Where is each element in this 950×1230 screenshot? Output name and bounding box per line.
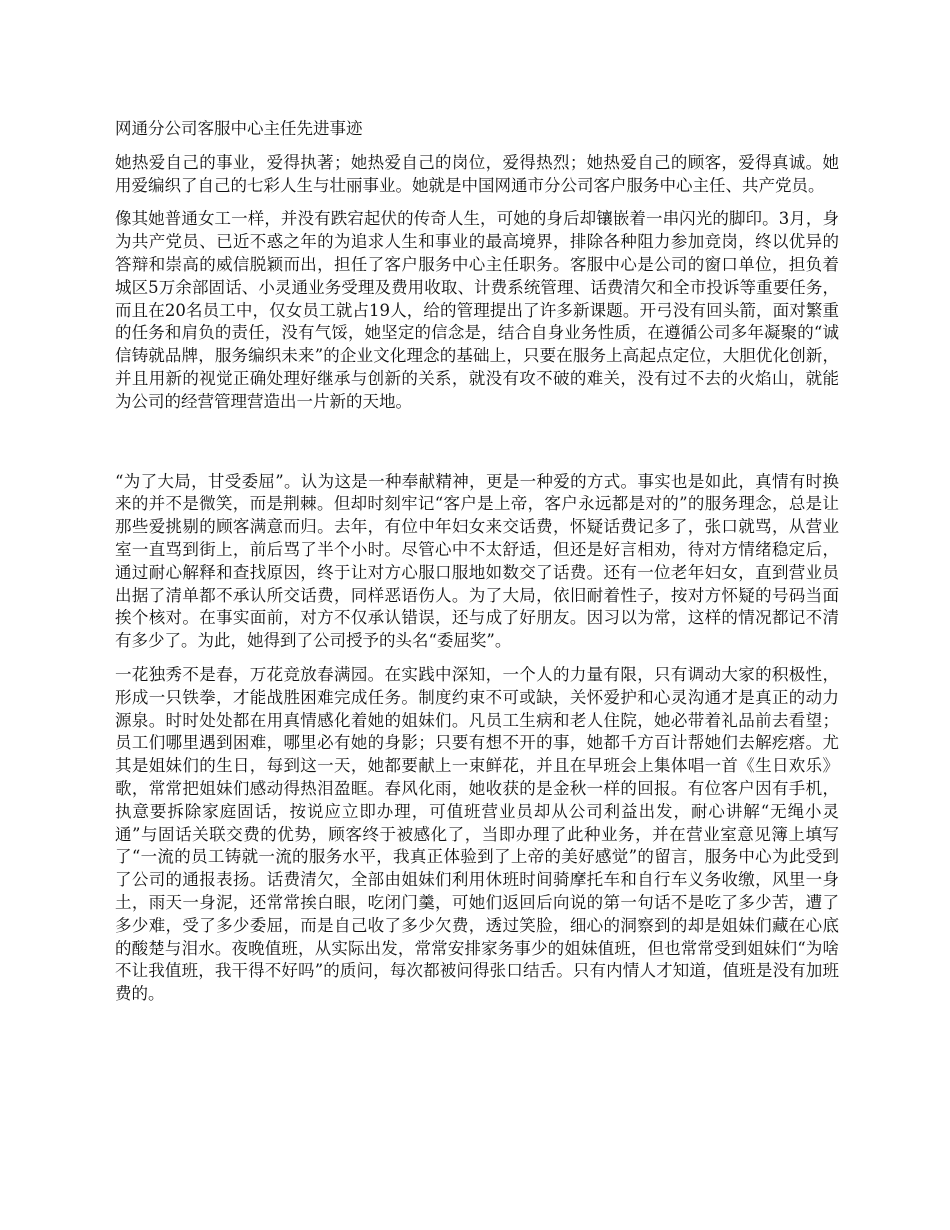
paragraph-teamwork: 一花独秀不是春，万花竞放春满园。在实践中深知，一个人的力量有限，只有调动大家的积极性，形成一只铁拳，才能战胜困难完成任务。制度约束不可或缺，关怀爱护和心灵沟通才是真正的动力源泉。时时处处都在用真情感化着她的姐妹们。凡员工生病和老人住院，她必带着礼品前去看望；员工们哪里遇到困难，哪里必有她的身影；只要有想不开的事，她都千方百计帮她们去解疙瘩。尤其是姐妹们的生日，每到这一天，她都要献上一束鲜花，并且在早班会上集体唱一首《生日欢乐》歌，常常把姐妹们感动得热泪盈眶。春风化雨，她收获的是金秋一样的回报。有位客户因有手机，执意要拆除家庭固话，按说应立即办理，可值班营业员却从公司利益出发，耐心讲解“无绳小灵通”与固话关联交费的优势，顾客终于被感化了，当即办理了此种业务，并在营业室意见簿上填写了“一流的员工铸就一流的服务水平，我真正体验到了上帝的美好感觉”的留言，服务中心为此受到了公司的通报表扬。话费清欠，全部由姐妹们利用休班时间骑摩托车和自行车义务收缴，风里一身土，雨天一身泥，还常常挨白眼，吃闭门羹，可她们返回后向说的第一句话不是吃了多少苦，遭了多少难，受了多少委屈，而是自己收了多少欠费，透过笑脸，细心的洞察到的却是姐妹们藏在心底的酸楚与泪水。夜晚值班，从实际出发，常常安排家务事少的姐妹值班，但也常常受到姐妹们“为啥不让我值班，我干得不好吗”的质问，每次都被问得张口结舌。只有内情人才知道，值班是没有加班费的。	[115, 664, 839, 1004]
document-body	[115, 118, 839, 1017]
document-title: 网通分公司客服中心主任先进事迹	[115, 119, 363, 138]
paragraph-intro: 她热爱自己的事业，爱得执著；她热爱自己的岗位，爱得热烈；她热爱自己的顾客，爱得真诚。她用爱编织了自己的七彩人生与壮丽事业。她就是中国网通市分公司客户服务中心主任、共产党员。	[115, 152, 839, 195]
section-gap	[115, 425, 839, 471]
paragraph-grievance: “为了大局，甘受委屈”。认为这是一种奉献精神，更是一种爱的方式。事实也是如此，真情有时换来的并不是微笑，而是荆棘。但却时刻牢记“客户是上帝，客户永远都是对的”的服务理念，总是让那些爱挑剔的顾客满意而归。去年，有位中年妇女来交话费，怀疑话费记多了，张口就骂，从营业室一直骂到街上，前后骂了半个小时。尽管心中不太舒适，但还是好言相劝，待对方情绪稳定后，通过耐心解释和查找原因，终于让对方心服口服地如数交了话费。还有一位老年妇女，直到营业员出据了清单都不承认所交话费，同样恶语伤人。为了大局，依旧耐着性子，按对方怀疑的号码当面挨个核对。在事实面前，对方不仅承认错误，还与成了好朋友。因习以为常，这样的情况都记不清有多少了。为此，她得到了公司授予的头名“委屈奖”。	[115, 471, 839, 651]
paragraph-career: 像其她普通女工一样，并没有跌宕起伏的传奇人生，可她的身后却镶嵌着一串闪光的脚印。3月，身为共产党员、已近不惑之年的为追求人生和事业的最高境界，排除各种阻力参加竞岗，终以优异的答辩和崇高的威信脱颖而出，担任了客户服务中心主任职务。客服中心是公司的窗口单位，担负着城区5万余部固话、小灵通业务受理及费用收取、计费系统管理、话费清欠和全市投诉等重要任务，而且在20名员工中，仅女员工就占19人，给的管理提出了许多新课题。开弓没有回头箭，面对繁重的任务和肩负的责任，没有气馁，她坚定的信念是，结合自身业务性质，在遵循公司多年凝聚的“诚信铸就品牌，服务编织未来”的企业文化理念的基础上，只要在服务上高起点定位，大胆优化创新，并且用新的视觉正确处理好继承与创新的关系，就没有攻不破的难关，没有过不去的火焰山，就能为公司的经营管理营造出一片新的天地。	[115, 209, 839, 411]
